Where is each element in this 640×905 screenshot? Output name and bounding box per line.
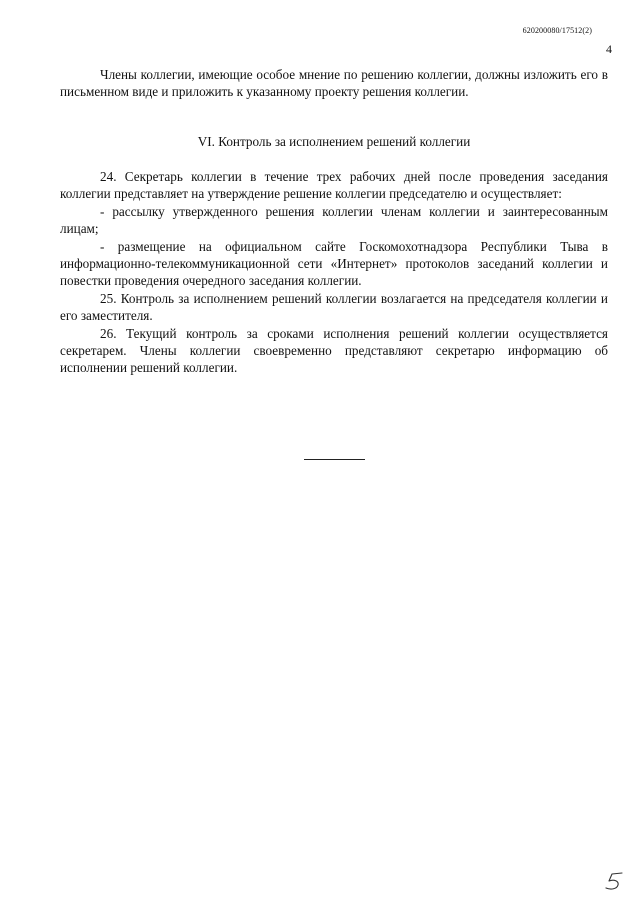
intro-block <box>60 66 608 101</box>
list-item-publishing: - размещение на официальном сайте Госкомохотнадзора Республики Тыва в информационно-телекоммуникационной сети «Интернет» протоколов заседаний коллегии и повестки проведения очередного заседания коллегии. <box>60 238 608 289</box>
section-title: VI. Контроль за исполнением решений коллегии <box>197 134 471 149</box>
list-item-mailing: - рассылку утвержденного решения коллегии членам коллегии и заинтересованным лицам; <box>60 203 608 237</box>
handwritten-page-mark-icon <box>602 870 628 892</box>
document-number: 620200080/17512(2) <box>522 26 592 35</box>
paragraph-26: 26. Текущий контроль за сроками исполнения решений коллегии осуществляется секретарем. Члены коллегии своевременно представляют секретарю информацию об исполнении решений коллегии. <box>60 325 608 376</box>
paragraph-24: 24. Секретарь коллегии в течение трех рабочих дней после проведения заседания коллегии представляет на утверждение решение коллегии председателю и осуществляет: <box>60 169 608 202</box>
page-number: 4 <box>606 42 612 56</box>
section-body <box>60 168 608 377</box>
intro-paragraph: Члены коллегии, имеющие особое мнение по решению коллегии, должны изложить его в письменном виде и приложить к указанному проекту решения коллегии. <box>60 67 608 100</box>
paragraph-25: 25. Контроль за исполнением решений коллегии возлагается на председателя коллегии и его заместителя. <box>60 290 608 324</box>
end-divider-line <box>304 459 365 460</box>
